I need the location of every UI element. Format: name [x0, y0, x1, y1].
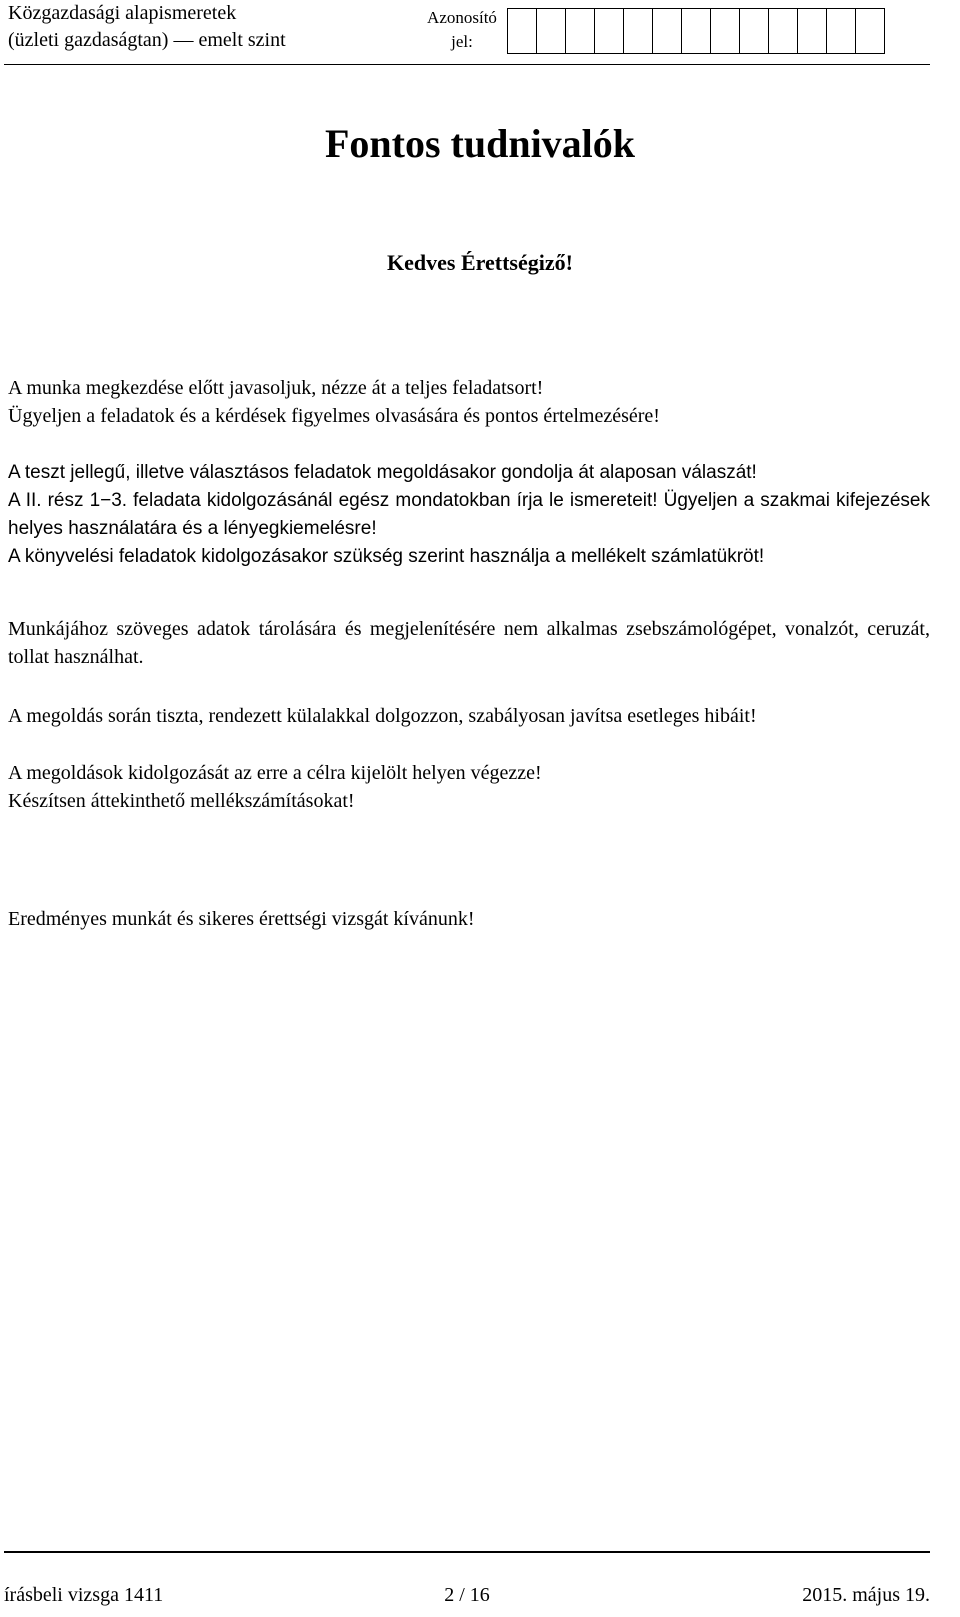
instruction-line: A megoldások kidolgozását az erre a célra kijelölt helyen végezze! [8, 762, 542, 784]
instructions-block-5 [8, 759, 930, 815]
page-title: Fontos tudnivalók [324, 121, 636, 166]
id-code-box [855, 8, 885, 54]
instruction-line: Munkájához szöveges adatok tárolására és megjelenítésére nem alkalmas zsebszámológépet, vonalzót, ceruzát, tollat használhat. [8, 618, 930, 668]
id-label [422, 6, 502, 54]
closing-line: Eredményes munkát és sikeres érettségi vizsgát kívánunk! [8, 908, 475, 930]
closing-wish [8, 905, 930, 933]
id-code-boxes [508, 8, 885, 54]
instruction-line: A munka megkezdése előtt javasoljuk, nézze át a teljes feladatsort! [8, 377, 544, 399]
exam-date: 2015. május 19. [802, 1584, 930, 1606]
page-header [4, 0, 934, 60]
id-code-box [507, 8, 537, 54]
exam-code: írásbeli vizsga 1411 [4, 1584, 164, 1606]
instructions-block-2 [8, 459, 930, 571]
instruction-line: Készítsen áttekinthető mellékszámításokat! [8, 790, 355, 812]
instruction-line: Ügyeljen a feladatok és a kérdések figyelmes olvasására és pontos értelmezésére! [8, 405, 660, 427]
id-code-box [623, 8, 653, 54]
id-code-box [739, 8, 769, 54]
id-code-box [536, 8, 566, 54]
instructions-block-3 [8, 615, 930, 671]
exam-subject-line1: Közgazdasági alapismeretek [8, 2, 237, 24]
exam-subject [8, 0, 286, 54]
instruction-line: A könyvelési feladatok kidolgozásakor szükség szerint használja a mellékelt számlatükröt! [8, 546, 765, 567]
id-label-line1: Azonosító [427, 8, 497, 27]
id-code-box [565, 8, 595, 54]
exam-subject-line2: (üzleti gazdaságtan) — emelt szint [8, 29, 286, 51]
page-number: 2 / 16 [444, 1584, 490, 1606]
greeting: Kedves Érettségiző! [387, 250, 573, 275]
id-code-box [797, 8, 827, 54]
id-code-box [594, 8, 624, 54]
id-code-box [710, 8, 740, 54]
footer-divider [4, 1551, 930, 1553]
id-code-box [681, 8, 711, 54]
instructions-block-4 [8, 702, 930, 730]
instruction-line: A megoldás során tiszta, rendezett külalakkal dolgozzon, szabályosan javítsa esetleges hibáit! [8, 705, 757, 727]
instruction-line: A teszt jellegű, illetve választásos feladatok megoldásakor gondolja át alaposan válaszát! [8, 462, 757, 483]
instructions-block-1 [8, 374, 930, 430]
instruction-line: A II. rész 1−3. feladata kidolgozásánál egész mondatokban írja le ismereteit! Ügyeljen a szakmai kifejezések helyes használatára és a lényegkiemelésre! [8, 490, 930, 539]
id-code-box [826, 8, 856, 54]
id-label-line2: jel: [451, 32, 473, 51]
id-code-box [768, 8, 798, 54]
id-code-box [652, 8, 682, 54]
header-divider [4, 64, 930, 65]
